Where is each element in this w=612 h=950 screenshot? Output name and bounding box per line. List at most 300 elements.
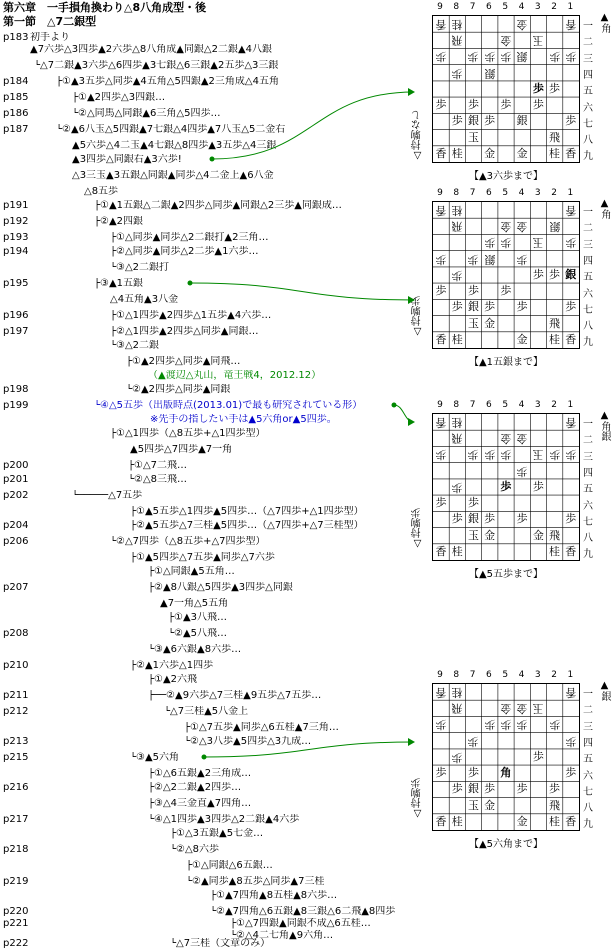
variation-line: └③△2二銀 [110, 340, 160, 351]
gote-piece: 玉 [532, 236, 544, 250]
page-ref: p211 [3, 690, 29, 701]
gote-piece: 歩 [516, 464, 528, 478]
file-labels [432, 670, 580, 682]
variation-line: └②△8六歩 [170, 844, 220, 855]
page-ref: p216 [3, 782, 29, 793]
gote-piece: 金 [500, 432, 512, 446]
variation-line: ├──②▲9六歩△7三桂▲9五歩△7五歩… [148, 690, 322, 701]
page-ref: p200 [3, 460, 29, 471]
variation-line: └②△同馬△同銀▲6三角△5四歩… [72, 108, 221, 119]
sente-piece: 歩 [500, 98, 512, 112]
file-label: 2 [551, 188, 557, 198]
board-grid [432, 683, 580, 831]
page-ref: p196 [3, 310, 29, 321]
variation-line: ├①▲5五歩△1四歩▲5四歩…（△7四歩+△1四歩型） [130, 506, 364, 517]
sente-piece: 銀 [467, 114, 479, 128]
file-labels [432, 400, 580, 412]
sente-piece: 歩 [532, 749, 544, 763]
sente-piece: 歩 [484, 782, 496, 796]
rank-label: 四 [583, 255, 593, 267]
variation-line: └②△7四歩（△8五歩+△7四歩型） [110, 536, 266, 547]
board-caption: 【▲1五銀まで】 [468, 357, 544, 368]
gote-piece: 歩 [516, 718, 528, 732]
file-label: 1 [567, 2, 574, 12]
variation-line: └─────△7五歩 [72, 490, 143, 501]
sente-piece: 歩 [532, 98, 544, 112]
sente-piece: 桂 [451, 544, 463, 558]
gote-piece: 金 [516, 702, 528, 716]
sente-piece: 歩 [435, 98, 447, 112]
gote-piece: 歩 [451, 66, 463, 80]
gote-piece: 香 [565, 686, 577, 699]
rank-label: 五 [583, 86, 593, 98]
file-label: 3 [534, 670, 541, 680]
file-label: 2 [551, 400, 557, 410]
variation-line: ├②▲1六歩△1四歩 [130, 660, 214, 671]
sente-piece: 金 [484, 316, 496, 330]
rank-label: 一 [583, 21, 593, 32]
variation-line: ├①△6五銀▲2三角成… [148, 768, 252, 779]
shogi-board [428, 2, 612, 182]
sente-piece: 歩 [451, 512, 463, 526]
file-label: 7 [469, 670, 476, 680]
gote-piece: 銀 [516, 50, 528, 64]
sente-piece: 銀 [467, 512, 479, 526]
rank-label: 九 [583, 819, 593, 831]
sente-piece: 歩 [532, 81, 544, 95]
sente-hand: ▲角 [599, 12, 610, 33]
gote-piece: 歩 [484, 718, 496, 732]
variation-line: └②△8三飛… [128, 474, 188, 485]
page-ref: p212 [3, 706, 29, 717]
file-label: 6 [486, 400, 492, 410]
gote-piece: 玉 [532, 34, 544, 48]
rank-label: 三 [583, 53, 593, 65]
gote-piece: 香 [435, 416, 447, 429]
sente-piece: 桂 [451, 814, 463, 828]
variation-line: ├①△7五歩▲同歩△6五桂▲7三角… [184, 722, 339, 733]
rank-label: 六 [583, 500, 593, 512]
gote-piece: 香 [435, 18, 447, 31]
sente-piece: 香 [565, 814, 577, 828]
page-ref: p218 [3, 844, 29, 855]
variation-line: └③△2二銀打 [110, 262, 170, 273]
variation-line: 初手より [30, 32, 70, 43]
rank-label: 六 [583, 102, 593, 114]
file-label: 5 [502, 400, 509, 410]
rank-label: 六 [583, 288, 593, 300]
sente-piece: 角 [500, 766, 512, 780]
file-label: 7 [469, 400, 476, 410]
page-ref: p195 [3, 278, 29, 289]
sente-piece: 飛 [549, 130, 561, 144]
sente-piece: 桂 [549, 332, 561, 346]
sente-piece: 香 [565, 146, 577, 160]
sente-piece: 歩 [435, 496, 447, 510]
rank-label: 一 [583, 207, 593, 218]
variation-line: △4五角▲3八金 [110, 294, 179, 305]
sente-piece: 歩 [451, 114, 463, 128]
page-ref: p210 [3, 660, 29, 671]
sente-piece: 桂 [549, 814, 561, 828]
page-ref: p217 [3, 814, 29, 825]
variation-line: ├②▲5五歩△7三桂▲5四歩…（△7四歩+△7三桂型） [130, 520, 364, 531]
rank-label: 九 [583, 151, 593, 163]
file-label: 8 [453, 670, 460, 680]
sente-piece: 歩 [484, 114, 496, 128]
sente-piece: 歩 [516, 782, 528, 796]
file-label: 3 [534, 400, 541, 410]
rank-label: 三 [583, 451, 593, 463]
page-ref: p186 [3, 108, 29, 119]
page-ref: p219 [3, 876, 29, 887]
file-label: 9 [437, 400, 443, 410]
sente-piece: 歩 [532, 267, 544, 281]
file-label: 1 [567, 188, 574, 198]
gote-piece: 歩 [565, 236, 577, 250]
board-grid [432, 15, 580, 163]
sente-piece: 香 [435, 146, 447, 160]
rank-label: 二 [583, 705, 593, 717]
variation-line: └②▲同歩▲8五歩△同歩▲7三桂 [186, 876, 325, 887]
page-ref: p201 [3, 474, 29, 485]
gote-piece: 桂 [451, 204, 463, 217]
variation-line: ├①△同銀▲5五角… [148, 566, 235, 577]
sente-hand: ▲銀 [599, 680, 610, 701]
gote-piece: 金 [500, 702, 512, 716]
sente-piece: 金 [516, 146, 528, 160]
file-label: 8 [453, 188, 460, 198]
sente-piece: 歩 [565, 300, 577, 314]
rank-label: 六 [583, 770, 593, 782]
variation-line: ├①▲2四歩△同歩▲同飛… [126, 356, 241, 367]
variation-line: ├①▲2四歩△3四銀… [72, 92, 166, 103]
rank-label: 八 [583, 135, 593, 147]
sente-piece: 歩 [516, 512, 528, 526]
rank-label: 二 [583, 435, 593, 447]
gote-piece: 歩 [467, 50, 479, 64]
file-label: 1 [567, 670, 574, 680]
variation-line: ├②△2二銀▲2四歩… [148, 782, 242, 793]
file-label: 7 [469, 188, 476, 198]
rank-label: 三 [583, 721, 593, 733]
gote-piece: 歩 [435, 718, 447, 732]
page-ref: p184 [3, 76, 29, 87]
sente-piece: 金 [516, 814, 528, 828]
file-label: 2 [551, 670, 557, 680]
gote-hand: △持駒歩 [412, 778, 423, 819]
sente-piece: 金 [484, 146, 496, 160]
sente-piece: 香 [435, 332, 447, 346]
sente-piece: 飛 [549, 528, 561, 542]
sente-piece: 金 [484, 798, 496, 812]
sente-piece: 歩 [565, 512, 577, 526]
variation-line: └③▲6六銀▲8六歩… [148, 644, 242, 655]
variation-line: └④△5五歩（出版時点(2013.01)で最も研究されている形） [94, 400, 363, 411]
page-ref: p191 [3, 200, 29, 211]
variation-line: ├①△同歩▲同歩△2二銀打▲2三角… [110, 232, 269, 243]
sente-piece: 玉 [467, 528, 479, 542]
variation-line: ├①▲3八飛… [168, 612, 228, 623]
file-label: 5 [502, 2, 509, 12]
sente-piece: 歩 [467, 98, 479, 112]
page-ref: p198 [3, 384, 29, 395]
sente-piece: 桂 [549, 146, 561, 160]
page-ref: p187 [3, 124, 29, 135]
file-label: 4 [518, 670, 525, 680]
gote-piece: 飛 [451, 702, 463, 716]
rank-label: 四 [583, 467, 593, 479]
gote-hand: △持駒なし [412, 110, 423, 161]
sente-piece: 歩 [500, 284, 512, 298]
rank-label: 五 [583, 754, 593, 766]
page-ref: p222 [3, 938, 29, 949]
gote-hand: △持駒歩 [412, 296, 423, 337]
gote-piece: 歩 [549, 448, 561, 462]
page-ref: p199 [3, 400, 29, 411]
rank-label: 五 [583, 484, 593, 496]
gote-piece: 歩 [435, 50, 447, 64]
variation-line: ▲3四歩△同銀右▲3六歩! [72, 154, 182, 165]
file-label: 2 [551, 2, 557, 12]
file-label: 4 [518, 188, 525, 198]
rank-label: 三 [583, 239, 593, 251]
sente-piece: 金 [532, 528, 544, 542]
file-label: 6 [486, 2, 492, 12]
variation-line: ├②▲8八銀△5四歩▲3四歩△同銀 [148, 582, 293, 593]
page-ref: p213 [3, 736, 29, 747]
variation-line: └②△3八歩▲5四歩△3九成… [184, 736, 312, 747]
sente-piece: 歩 [500, 479, 512, 493]
variation-line: △3三玉▲3五銀△同銀▲同歩△4二金上▲6八金 [72, 170, 274, 181]
rank-label: 八 [583, 803, 593, 815]
variation-line: ├③△4三金直▲7四角… [148, 798, 252, 809]
variation-line: ※先手の指したい手は▲5六角or▲5四歩。 [150, 414, 337, 425]
sente-piece: 香 [435, 544, 447, 558]
sente-piece: 歩 [532, 479, 544, 493]
rank-label: 八 [583, 533, 593, 545]
gote-piece: 玉 [532, 702, 544, 716]
rank-label: 八 [583, 321, 593, 333]
gote-piece: 歩 [549, 50, 561, 64]
gote-piece: 飛 [451, 220, 463, 234]
variation-line: ▲5四歩△7四歩▲7一角 [130, 444, 233, 455]
rank-label: 七 [583, 118, 593, 130]
gote-piece: 銀 [484, 252, 496, 266]
sente-piece: 歩 [467, 284, 479, 298]
rank-label: 一 [583, 419, 593, 430]
page-ref: p194 [3, 246, 29, 257]
variation-line: └②△4二七角▲9六角… [230, 930, 334, 941]
page-ref: p193 [3, 232, 29, 243]
file-label: 8 [453, 2, 460, 12]
board-grid [432, 201, 580, 349]
gote-piece: 香 [565, 204, 577, 217]
sente-piece: 桂 [451, 146, 463, 160]
file-labels [432, 188, 580, 200]
rank-label: 五 [583, 272, 593, 284]
variation-line: └△7三桂▲5八金上 [164, 706, 249, 717]
rank-label: 九 [583, 337, 593, 349]
variation-line: （▲渡辺△丸山，竜王戦4，2012.12） [148, 370, 322, 381]
file-label: 4 [518, 400, 525, 410]
gote-piece: 歩 [435, 252, 447, 266]
gote-piece: 桂 [451, 18, 463, 31]
gote-piece: 歩 [500, 50, 512, 64]
variation-line: ├①△1四歩（△8五歩+△1四歩型） [110, 428, 266, 439]
gote-piece: 歩 [484, 448, 496, 462]
page-ref: p192 [3, 216, 29, 227]
variation-line: └②▲2四歩△同歩▲同銀 [126, 384, 231, 395]
gote-piece: 金 [500, 34, 512, 48]
variation-line: ├①▲5四歩△7五歩▲同歩△7六歩 [130, 552, 275, 563]
sente-piece: 飛 [549, 798, 561, 812]
sente-piece: 桂 [549, 544, 561, 558]
variation-line: ├②▲2四銀 [94, 216, 144, 227]
sente-piece: 銀 [467, 782, 479, 796]
gote-piece: 香 [565, 416, 577, 429]
gote-piece: 銀 [484, 66, 496, 80]
gote-piece: 歩 [500, 236, 512, 250]
gote-piece: 香 [565, 18, 577, 31]
variation-line: └③▲5六角 [130, 752, 180, 763]
variation-line: ├①▲7四角▲8五桂▲8六歩… [210, 890, 338, 901]
gote-piece: 歩 [484, 50, 496, 64]
page-ref: p185 [3, 92, 29, 103]
variation-line: ▲5六歩△4二玉▲4七銀△8四歩▲3五歩△4三銀 [72, 140, 277, 151]
gote-piece: 金 [516, 220, 528, 234]
variation-line: ├③▲1五銀 [94, 278, 144, 289]
gote-piece: 歩 [467, 252, 479, 266]
gote-piece: 歩 [451, 268, 463, 282]
variation-line: ├①△1四歩▲2四歩△1五歩▲4六歩… [110, 310, 272, 321]
gote-piece: 桂 [451, 416, 463, 429]
board-grid [432, 413, 580, 561]
sente-piece: 歩 [467, 766, 479, 780]
sente-piece: 歩 [451, 300, 463, 314]
gote-piece: 歩 [500, 448, 512, 462]
sente-piece: 歩 [435, 284, 447, 298]
variation-line: └△7三桂（文章のみ） [170, 938, 271, 949]
page-ref: p202 [3, 490, 29, 501]
sente-piece: 香 [565, 544, 577, 558]
rank-label: 九 [583, 549, 593, 561]
gote-piece: 金 [516, 18, 528, 31]
rank-label: 一 [583, 689, 593, 700]
shogi-board [428, 670, 612, 850]
gote-piece: 歩 [516, 252, 528, 266]
sente-piece: 歩 [565, 114, 577, 128]
sente-piece: 香 [435, 814, 447, 828]
sente-piece: 歩 [451, 782, 463, 796]
sente-piece: 銀 [565, 267, 577, 281]
rank-label: 四 [583, 737, 593, 749]
variation-line: ├①△7四銀▲同銀不成△6五桂… [230, 918, 371, 929]
gote-piece: 玉 [532, 448, 544, 462]
file-label: 8 [453, 400, 460, 410]
gote-piece: 歩 [565, 734, 577, 748]
sente-piece: 歩 [549, 782, 561, 796]
gote-piece: 歩 [435, 448, 447, 462]
file-label: 9 [437, 670, 443, 680]
board-caption: 【▲3六歩まで】 [468, 171, 544, 182]
file-label: 9 [437, 2, 443, 12]
variation-line: ├①▲3五歩△同歩▲4五角△5四銀▲2三角成△4五角 [56, 76, 279, 87]
sente-piece: 銀 [467, 300, 479, 314]
sente-piece: 歩 [565, 766, 577, 780]
sente-piece: 玉 [467, 798, 479, 812]
gote-piece: 飛 [451, 432, 463, 446]
gote-piece: 香 [435, 204, 447, 217]
sente-piece: 歩 [484, 512, 496, 526]
gote-hand: △持駒歩 [412, 508, 423, 549]
file-label: 5 [502, 188, 509, 198]
sente-piece: 金 [484, 528, 496, 542]
sente-piece: 歩 [467, 496, 479, 510]
page-ref: p221 [3, 918, 29, 929]
board-caption: 【▲5五歩まで】 [468, 569, 544, 580]
sente-hand: ▲角 [599, 198, 610, 219]
rank-label: 七 [583, 516, 593, 528]
file-labels [432, 2, 580, 14]
sente-piece: 桂 [451, 332, 463, 346]
rank-label: 二 [583, 37, 593, 49]
rank-label: 四 [583, 69, 593, 81]
gote-piece: 銀 [549, 220, 561, 234]
gote-piece: 歩 [451, 750, 463, 764]
file-label: 3 [534, 188, 541, 198]
gote-piece: 歩 [467, 734, 479, 748]
page-ref: p206 [3, 536, 29, 547]
rank-label: 七 [583, 304, 593, 316]
sente-piece: 歩 [435, 766, 447, 780]
variation-line: ├②△同歩▲同歩△2二歩▲1六歩… [110, 246, 259, 257]
variation-line: └④△1四歩▲3四歩△2二銀▲4六歩 [148, 814, 300, 825]
sente-piece: 歩 [549, 267, 561, 281]
variation-line: ├①△7二飛… [128, 460, 188, 471]
variation-line: ├①▲1五銀△二銀▲2四歩△同歩▲同銀△2三歩▲同銀成… [94, 200, 342, 211]
shogi-board [428, 188, 612, 368]
variation-line: ├①△同銀△6五銀… [186, 860, 273, 871]
page-ref: p197 [3, 326, 29, 337]
gote-piece: 歩 [467, 448, 479, 462]
variation-line: └②▲6八玉△5四銀▲7七銀△4四歩▲7八玉△5二金右 [56, 124, 286, 135]
file-label: 6 [486, 670, 492, 680]
sente-piece: 歩 [516, 300, 528, 314]
page-ref: p207 [3, 582, 29, 593]
file-label: 4 [518, 2, 525, 12]
rank-label: 七 [583, 786, 593, 798]
board-caption: 【▲5六角まで】 [468, 839, 544, 850]
page-ref: p220 [3, 906, 29, 917]
sente-piece: 金 [516, 332, 528, 346]
page-ref: p204 [3, 520, 29, 531]
sente-piece: 香 [565, 332, 577, 346]
section-title: 第一節 △7二銀型 [3, 15, 97, 28]
chapter-title: 第六章 一手損角換わり△8八角成型・後 [3, 1, 207, 14]
file-label: 6 [486, 188, 492, 198]
gote-piece: 歩 [549, 718, 561, 732]
variation-line: ├②△1四歩▲2四歩△同歩▲同銀… [110, 326, 259, 337]
file-label: 3 [534, 2, 541, 12]
sente-piece: 歩 [549, 81, 561, 95]
variation-line: └②▲5八飛… [168, 628, 228, 639]
variation-line: ▲7一角△5五角 [160, 598, 229, 609]
file-label: 7 [469, 2, 476, 12]
page-ref: p208 [3, 628, 29, 639]
page-ref: p183 [3, 32, 29, 43]
sente-piece: 飛 [549, 316, 561, 330]
